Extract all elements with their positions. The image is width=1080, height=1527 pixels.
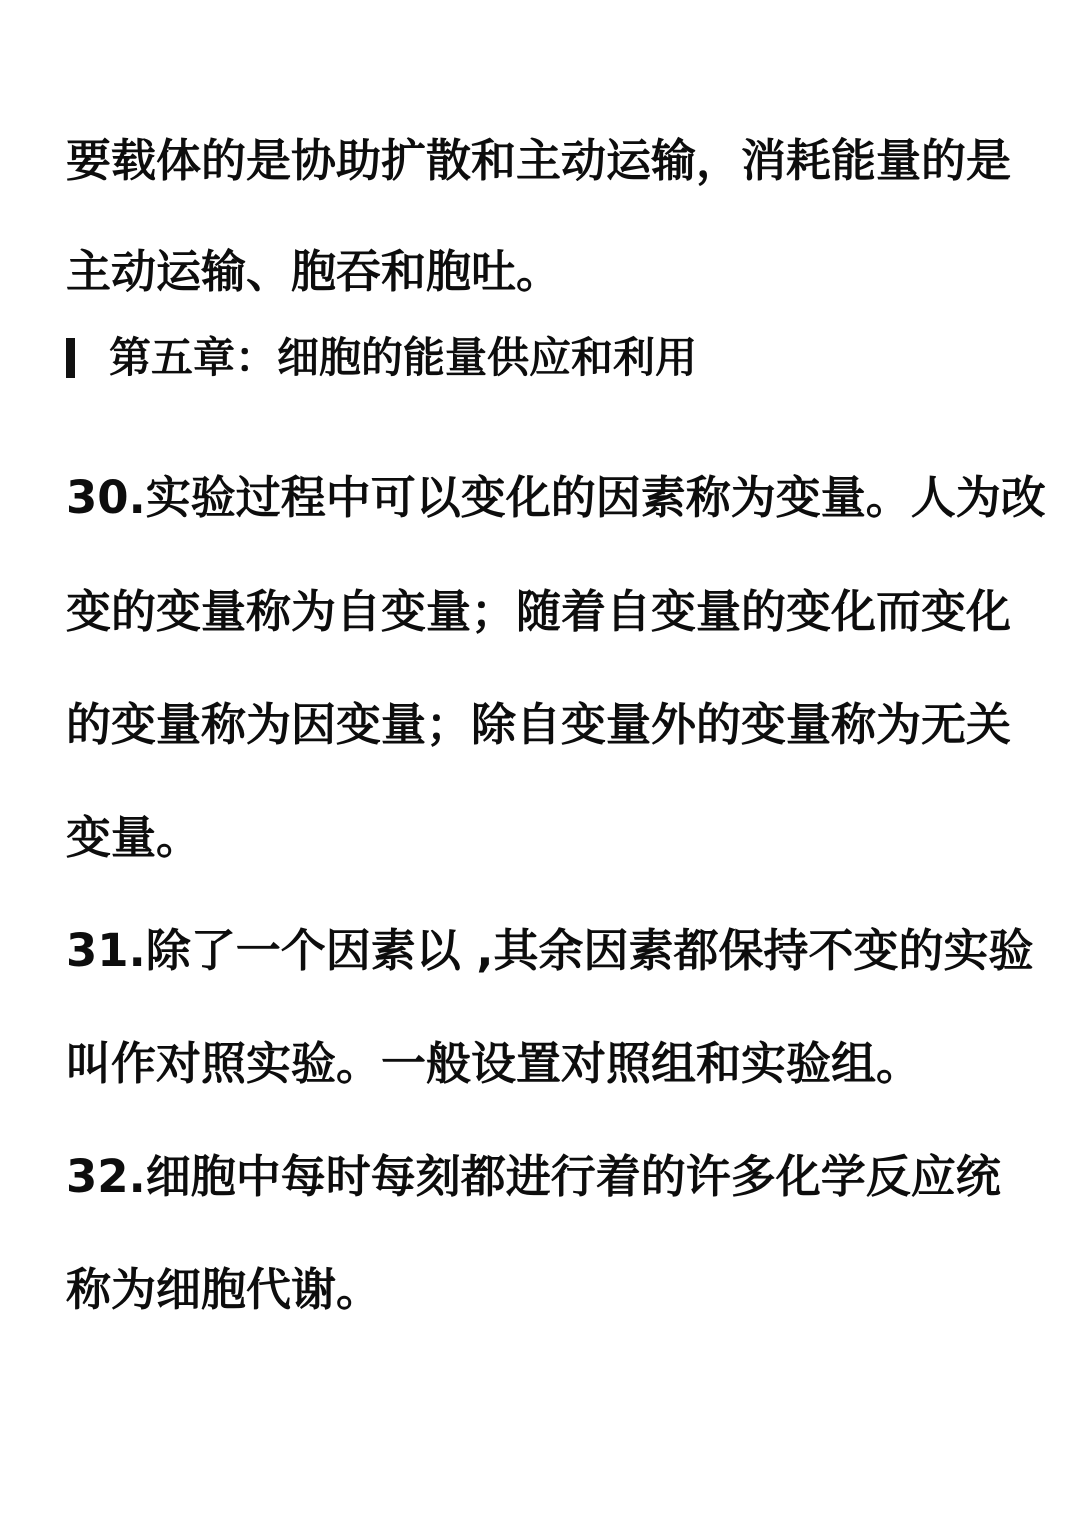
item-31-line-2: 叫作对照实验。一般设置对照组和实验组。 [66,1037,922,1090]
item-32-line-2: 称为细胞代谢。 [66,1263,382,1316]
intro-line-2: 主动运输、胞吞和胞吐。 [66,245,562,298]
item-30-line-3: 的变量称为因变量；除自变量外的变量称为无关 [66,698,1012,751]
section-heading-text: 第五章：细胞的能量供应和利用 [109,333,698,382]
section-heading [66,330,697,386]
item-30-line-2: 变的变量称为自变量；随着自变量的变化而变化 [66,585,1012,638]
item-32-line-1: 32.细胞中每时每刻都进行着的许多化学反应统 [66,1150,1001,1203]
heading-bar-marker [66,338,75,378]
item-30-line-4: 变量。 [66,811,202,864]
intro-line-1: 要载体的是协助扩散和主动运输，消耗能量的是 [66,134,1012,187]
item-31-line-1: 31.除了一个因素以 ,其余因素都保持不变的实验 [66,924,1034,977]
item-30-line-1: 30.实验过程中可以变化的因素称为变量。人为改 [66,471,1046,524]
